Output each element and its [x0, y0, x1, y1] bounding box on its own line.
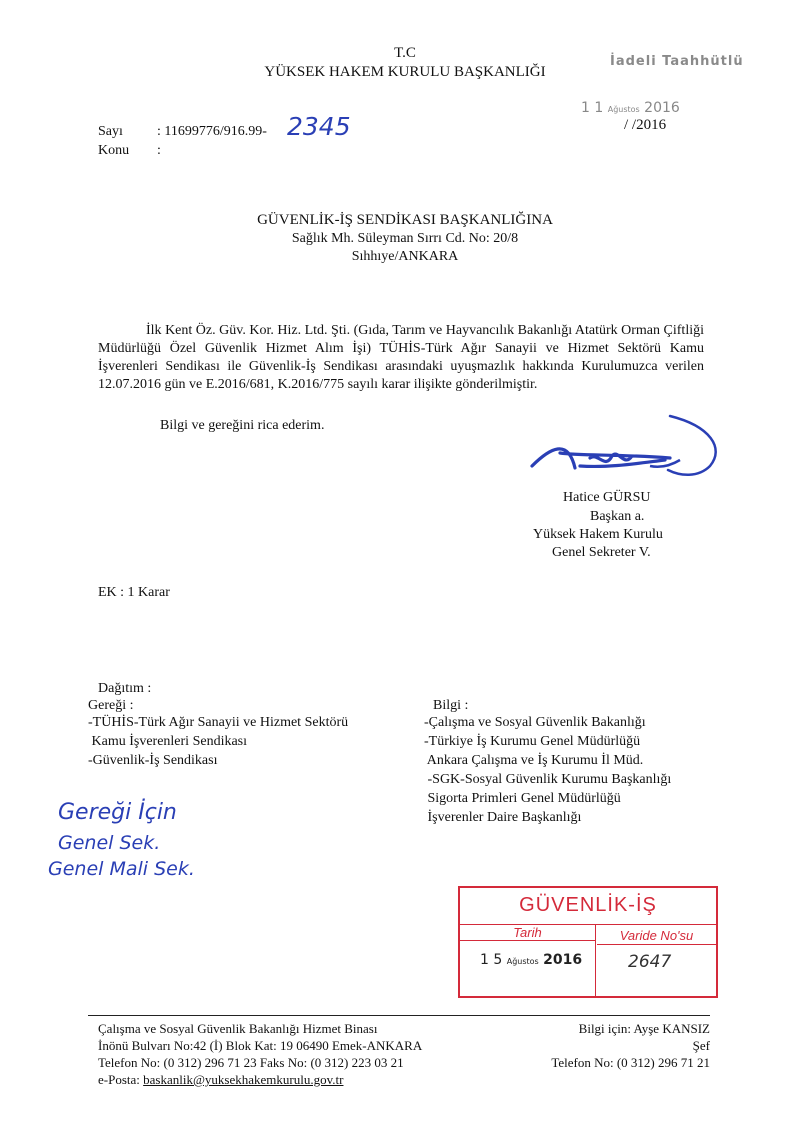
footer-address-1: Çalışma ve Sosyal Güvenlik Bakanlığı Hizmet Binası: [98, 1021, 378, 1036]
footer-email-row: [98, 1071, 343, 1088]
receipt-stamp-subdivider-right: [597, 944, 716, 945]
receipt-date-year: 2016: [543, 952, 583, 968]
gereği-label: Gereği :: [88, 698, 134, 713]
body-paragraph-1: İlk Kent Öz. Güv. Kor. Hiz. Ltd. Şti. (Gıda, Tarım ve Hayvancılık Bakanlığı Atatürk Orman Çiftliği Müdürlüğü Özel Güvenlik Hizmet Alım İşi) TÜHİS-Türk Ağır Sanayii ve Hizmet Sektörü Kamu İşverenleri Sendikası ile Güvenlik-İş Sendikası arasındaki uyuşmazlık hakkında Kurulumuzca verilen 12.07.2016 gün ve E.2016/681, K.2016/775 sayılı karar ilişikte gönderilmiştir.: [98, 323, 704, 392]
header-tc: T.C: [394, 45, 416, 61]
sayi-label: Sayı: [98, 124, 123, 139]
footer-contact-phone: Telefon No: (0 312) 296 71 21: [551, 1055, 710, 1070]
bilgi-item-2: -Türkiye İş Kurumu Genel Müdürlüğü: [424, 734, 641, 749]
konu-value: :: [157, 143, 161, 158]
recipient-line1: GÜVENLİK-İŞ SENDİKASI BAŞKANLIĞINA: [257, 212, 553, 228]
footer-email-link[interactable]: baskanlik@yuksekhakemkurulu.gov.tr: [143, 1072, 344, 1087]
bilgi-label: Bilgi :: [433, 698, 469, 713]
bilgi-item-4: -SGK-Sosyal Güvenlik Kurumu Başkanlığı: [424, 772, 672, 787]
handwritten-note-3: Genel Mali Sek.: [48, 858, 195, 880]
date-stamp-day: 1 1: [581, 100, 604, 116]
body-paragraph-2: Bilgi ve gereğini rica ederim.: [160, 418, 325, 433]
distribution-label: Dağıtım :: [98, 681, 152, 696]
receipt-tarih-label: Tarih: [513, 925, 542, 940]
date-stamp-month: Ağustos: [607, 105, 640, 114]
receipt-stamp-title: GÜVENLİK-İŞ: [519, 894, 657, 916]
handwritten-note-1: Gereği İçin: [58, 800, 177, 825]
gereği-item-2: Kamu İşverenleri Sendikası: [88, 734, 248, 749]
date-stamp-year: 2016: [644, 100, 680, 116]
receipt-date-day: 1 5: [480, 952, 503, 968]
receipt-varide-number: 2647: [628, 952, 672, 972]
recipient-line2: Sağlık Mh. Süleyman Sırrı Cd. No: 20/8: [291, 231, 519, 246]
receipt-date-month: Ağustos: [506, 957, 539, 966]
footer-contact-title: Şef: [692, 1038, 710, 1053]
receipt-date: [480, 952, 582, 968]
document-date: / /2016: [624, 117, 667, 133]
bilgi-item-5: Sigorta Primleri Genel Müdürlüğü: [424, 791, 621, 806]
footer-contact-name: Bilgi için: Ayşe KANSIZ: [578, 1021, 710, 1036]
receipt-stamp-subdivider: [460, 940, 595, 941]
footer-divider: [88, 1015, 710, 1016]
registered-mail-stamp: İadeli Taahhütlü: [610, 54, 744, 69]
bilgi-item-1: -Çalışma ve Sosyal Güvenlik Bakanlığı: [424, 715, 646, 730]
date-stamp: [581, 100, 680, 116]
receipt-stamp: [458, 886, 718, 998]
sayi-handwritten-number: 2345: [287, 112, 351, 141]
bilgi-item-6: İşverenler Daire Başkanlığı: [424, 810, 582, 825]
receipt-stamp-column-divider: [595, 924, 596, 996]
sayi-value: : 11699776/916.99-: [157, 124, 267, 139]
footer-address-2: İnönü Bulvarı No:42 (İ) Blok Kat: 19 06490 Emek-ANKARA: [98, 1038, 423, 1053]
header-institution: YÜKSEK HAKEM KURULU BAŞKANLIĞI: [264, 64, 546, 80]
receipt-varide-label: Varide No'su: [619, 928, 694, 943]
footer-phone: Telefon No: (0 312) 296 71 23 Faks No: (0 312) 223 03 21: [98, 1055, 404, 1070]
signer-title-1: Başkan a.: [590, 509, 645, 524]
footer-email-label: e-Posta:: [98, 1072, 144, 1087]
attachment: EK : 1 Karar: [98, 585, 170, 600]
gereği-item-3: -Güvenlik-İş Sendikası: [88, 753, 218, 768]
signer-title-2: Yüksek Hakem Kurulu: [533, 527, 663, 542]
recipient-line3: Sıhhıye/ANKARA: [351, 249, 459, 264]
handwritten-note-2: Genel Sek.: [58, 832, 161, 854]
bilgi-item-3: Ankara Çalışma ve İş Kurumu İl Müd.: [424, 753, 644, 768]
signer-name: Hatice GÜRSU: [563, 490, 651, 505]
signature-scribble: [520, 408, 730, 488]
konu-label: Konu: [98, 143, 130, 158]
signer-title-3: Genel Sekreter V.: [552, 545, 651, 560]
gereği-item-1: -TÜHİS-Türk Ağır Sanayii ve Hizmet Sektörü: [88, 715, 349, 730]
